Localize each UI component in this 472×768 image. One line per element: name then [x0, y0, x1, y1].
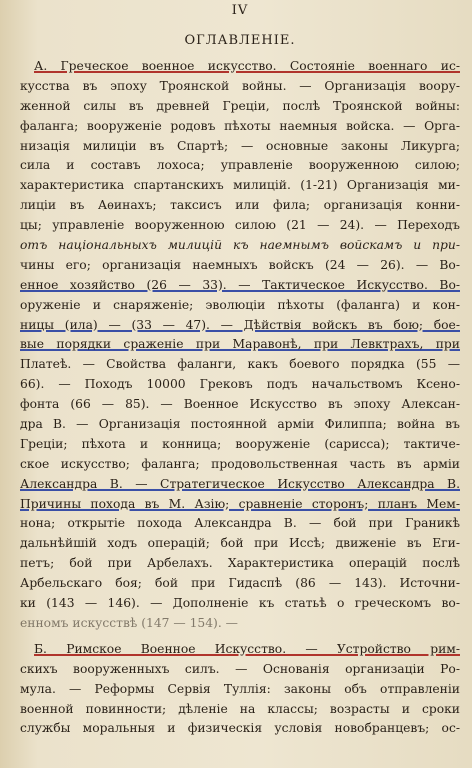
- text-line: фонта (66 — 85). — Военное Искусство въ эпоху Алексан-: [20, 397, 460, 412]
- text-line: отъ національныхъ милицій къ наемнымъ войскамъ и при-: [20, 238, 460, 253]
- text-line: Арбельскаго боя; бой при Гидаспѣ (86 — 143). Источни-: [20, 576, 460, 591]
- text-line: енное хозяйство (26 — 33). — Тактическое Искусство. Во-: [20, 277, 460, 292]
- text-line: нона; открытіе похода Александра В. — бой при Граникѣ: [20, 516, 460, 531]
- text-line: Б. Римское Военное Искусство. — Устройство рим-: [34, 641, 460, 656]
- text-line: службы моральныя и физическія условія новобранцевъ; ос-: [20, 721, 460, 736]
- text-line: фаланга; вооруженіе родовъ пѣхоты наемныя войска. — Орга-: [20, 118, 460, 133]
- text-line: кусства въ эпоху Троянской войны. — Организація воору-: [20, 78, 460, 93]
- text-line: ницы (ила) — (33 — 47). — Дѣйствія войскъ въ бою; бое-: [20, 317, 460, 332]
- text-line: Греціи; пѣхота и конница; вооруженіе (сарисса); тактиче-: [20, 436, 460, 451]
- text-line: ское искусство; фаланга; продовольственная часть въ арміи: [20, 456, 460, 471]
- text-line: енномъ искусствѣ (147 — 154). —: [20, 615, 238, 630]
- text-line: дальнѣйшій ходъ операцій; бой при Иссѣ; движеніе въ Еги-: [20, 536, 460, 551]
- text-line: скихъ вооруженныхъ силъ. — Основанія организаціи Ро-: [20, 661, 460, 676]
- page-number: IV: [231, 3, 249, 18]
- text-line: петъ; бой при Арбелахъ. Характеристика операцій послѣ: [20, 556, 460, 571]
- contents-text: [20, 57, 460, 739]
- text-line: низація милиціи въ Спартѣ; — основные законы Ликурга;: [20, 138, 460, 153]
- text-line: Платеѣ. — Свойства фаланги, какъ боевого порядка (55 —: [20, 357, 460, 372]
- text-line: 66). — Походъ 10000 Грековъ подъ начальствомъ Ксено-: [20, 377, 460, 392]
- text-line: цы; управленіе вооруженною силою (21 — 24). — Переходъ: [20, 218, 460, 233]
- text-line: чины его; организація наемныхъ войскъ (24 — 26). — Во-: [20, 257, 460, 272]
- text-line: лиціи въ Аѳинахъ; таксисъ или фила; организація конни-: [20, 198, 460, 213]
- text-line: военной повинности; дѣленіе на классы; возрасты и сроки: [20, 701, 460, 716]
- text-line: мула. — Реформы Сервія Туллія: законы объ отправленіи: [20, 681, 460, 696]
- text-line: характеристика спартанскихъ милицій. (1-21) Организація ми-: [20, 178, 460, 193]
- text-line: сила и составъ лохоса; управленіе вооруженною силою;: [20, 158, 460, 173]
- contents-heading: ОГЛАВЛЕНІЕ.: [184, 33, 296, 48]
- text-line: А. Греческое военное искусство. Состояніе военнаго ис-: [34, 59, 460, 73]
- text-line: дра В. — Организація постоянной арміи Филиппа; война въ: [20, 417, 460, 432]
- text-line: женной силы въ древней Греціи, послѣ Троянской войны:: [20, 98, 460, 113]
- text-line: вые порядки сраженіе при Маравонѣ, при Левктрахъ, при: [20, 337, 460, 352]
- text-line: ки (143 — 146). — Дополненіе къ статьѣ о греческомъ во-: [20, 596, 460, 611]
- text-line: оруженіе и снаряженіе; эволюціи пѣхоты (фаланга) и кон-: [20, 297, 460, 312]
- text-line: Причины похода въ М. Азію; сравненіе сторонъ; планъ Мем-: [20, 496, 460, 511]
- text-line: Александра В. — Стратегическое Искусство Александра В.: [20, 476, 460, 491]
